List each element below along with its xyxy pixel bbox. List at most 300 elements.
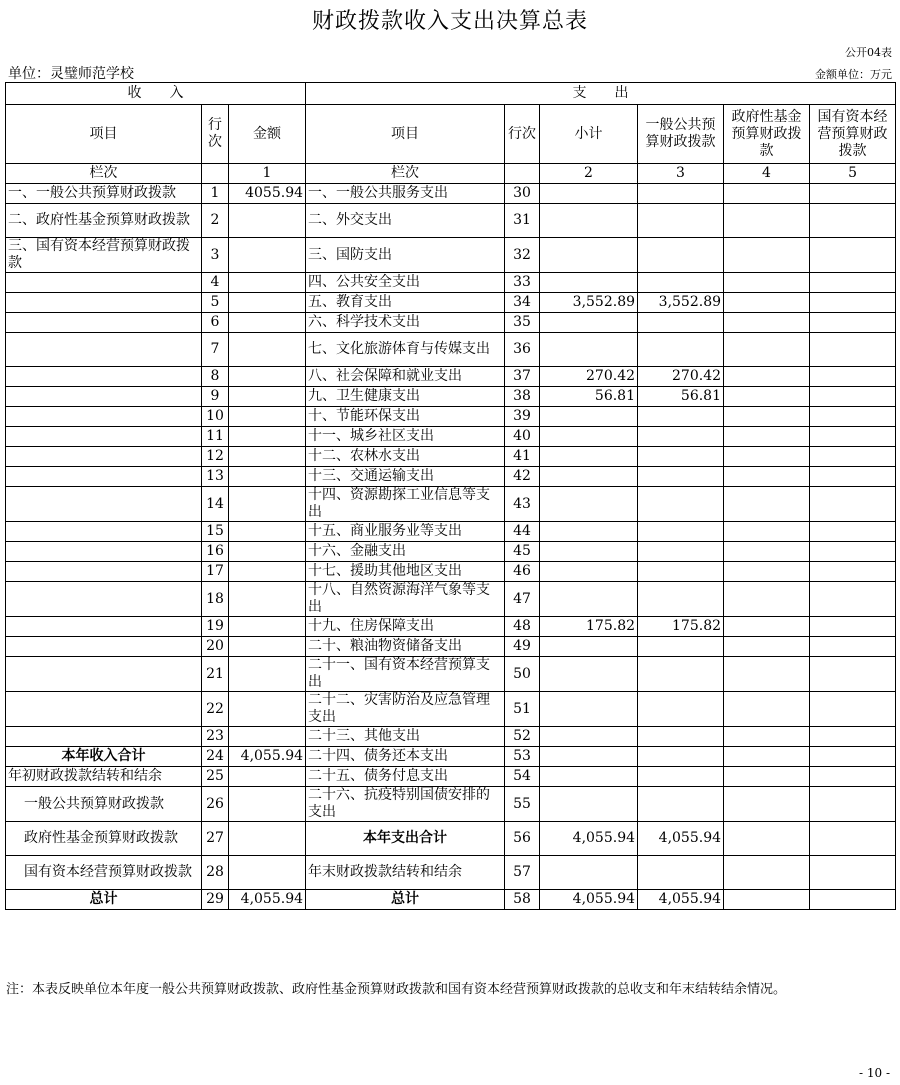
subtotal-value — [540, 562, 638, 582]
income-amount — [229, 487, 306, 522]
expense-item: 二、外交支出 — [306, 204, 505, 238]
general-budget-value: 4,055.94 — [638, 890, 724, 910]
expense-item: 十五、商业服务业等支出 — [306, 522, 505, 542]
expense-item: 十三、交通运输支出 — [306, 467, 505, 487]
general-budget-value — [638, 562, 724, 582]
col-fund-budget: 政府性基金预算财政拨款 — [724, 105, 810, 164]
subtotal-value: 175.82 — [540, 617, 638, 637]
general-budget-value — [638, 407, 724, 427]
income-row-no: 10 — [202, 407, 229, 427]
fund-budget-value — [724, 767, 810, 787]
expense-row-no: 35 — [505, 313, 540, 333]
income-amount — [229, 522, 306, 542]
subtotal-value — [540, 637, 638, 657]
income-amount — [229, 657, 306, 692]
subtotal-value — [540, 467, 638, 487]
fund-budget-value — [724, 273, 810, 293]
income-item — [6, 582, 202, 617]
income-item: 一、一般公共预算财政拨款 — [6, 184, 202, 204]
expense-row-no: 53 — [505, 747, 540, 767]
expense-item: 十二、农林水支出 — [306, 447, 505, 467]
state-capital-value — [810, 856, 896, 890]
income-amount — [229, 427, 306, 447]
subtotal-value — [540, 427, 638, 447]
expense-row-no: 30 — [505, 184, 540, 204]
income-amount — [229, 273, 306, 293]
income-row-no: 26 — [202, 787, 229, 822]
table-row — [6, 293, 896, 313]
income-item — [6, 522, 202, 542]
income-row-no: 18 — [202, 582, 229, 617]
general-budget-value — [638, 637, 724, 657]
general-budget-value — [638, 427, 724, 447]
income-item — [6, 333, 202, 367]
lanci-1: 1 — [229, 164, 306, 184]
expense-row-no: 44 — [505, 522, 540, 542]
income-header: 收 入 — [6, 83, 306, 105]
table-row — [6, 787, 896, 822]
state-capital-value — [810, 387, 896, 407]
income-item — [6, 562, 202, 582]
subtotal-value — [540, 522, 638, 542]
expense-row-no: 36 — [505, 333, 540, 367]
col-income-amount: 金额 — [229, 105, 306, 164]
income-item: 国有资本经营预算财政拨款 — [6, 856, 202, 890]
fund-budget-value — [724, 367, 810, 387]
table-row — [6, 313, 896, 333]
state-capital-value — [810, 204, 896, 238]
income-row-no: 27 — [202, 822, 229, 856]
general-budget-value — [638, 238, 724, 273]
income-row-no: 13 — [202, 467, 229, 487]
income-item — [6, 407, 202, 427]
subtotal-value — [540, 273, 638, 293]
expense-item: 十、节能环保支出 — [306, 407, 505, 427]
income-amount: 4,055.94 — [229, 890, 306, 910]
income-row-no: 21 — [202, 657, 229, 692]
expense-row-no: 47 — [505, 582, 540, 617]
header-row-columns — [6, 105, 896, 164]
fund-budget-value — [724, 387, 810, 407]
expense-row-no: 46 — [505, 562, 540, 582]
col-income-row-no: 行次 — [202, 105, 229, 164]
income-item — [6, 637, 202, 657]
income-amount — [229, 542, 306, 562]
subtotal-value — [540, 767, 638, 787]
subtotal-value — [540, 747, 638, 767]
income-amount — [229, 204, 306, 238]
general-budget-value: 3,552.89 — [638, 293, 724, 313]
income-row-no: 2 — [202, 204, 229, 238]
expense-row-no: 37 — [505, 367, 540, 387]
table-row — [6, 890, 896, 910]
income-item — [6, 617, 202, 637]
expense-row-no: 33 — [505, 273, 540, 293]
expense-row-no: 54 — [505, 767, 540, 787]
income-amount — [229, 822, 306, 856]
income-amount: 4,055.94 — [229, 747, 306, 767]
general-budget-value — [638, 787, 724, 822]
fund-budget-value — [724, 542, 810, 562]
col-expense-row-no: 行次 — [505, 105, 540, 164]
subtotal-value: 4,055.94 — [540, 822, 638, 856]
income-row-no: 3 — [202, 238, 229, 273]
state-capital-value — [810, 617, 896, 637]
income-amount — [229, 637, 306, 657]
expense-row-no: 40 — [505, 427, 540, 447]
income-row-no: 15 — [202, 522, 229, 542]
expense-row-no: 45 — [505, 542, 540, 562]
subtotal-value — [540, 204, 638, 238]
general-budget-value: 56.81 — [638, 387, 724, 407]
state-capital-value — [810, 407, 896, 427]
income-item — [6, 657, 202, 692]
expense-row-no: 50 — [505, 657, 540, 692]
expense-row-no: 39 — [505, 407, 540, 427]
income-amount — [229, 467, 306, 487]
income-amount: 4055.94 — [229, 184, 306, 204]
expense-header: 支 出 — [306, 83, 896, 105]
expense-item: 十八、自然资源海洋气象等支出 — [306, 582, 505, 617]
general-budget-value — [638, 692, 724, 727]
expense-item: 十四、资源勘探工业信息等支出 — [306, 487, 505, 522]
expense-row-no: 58 — [505, 890, 540, 910]
income-row-no: 29 — [202, 890, 229, 910]
income-item — [6, 293, 202, 313]
state-capital-value — [810, 238, 896, 273]
unit-label: 单位：灵璧师范学校 — [8, 66, 134, 82]
income-row-no: 19 — [202, 617, 229, 637]
subtotal-value: 4,055.94 — [540, 890, 638, 910]
state-capital-value — [810, 562, 896, 582]
subtotal-value — [540, 692, 638, 727]
table-row — [6, 856, 896, 890]
state-capital-value — [810, 787, 896, 822]
income-amount — [229, 787, 306, 822]
fund-budget-value — [724, 293, 810, 313]
expense-item: 十七、援助其他地区支出 — [306, 562, 505, 582]
col-income-item: 项目 — [6, 105, 202, 164]
general-budget-value — [638, 522, 724, 542]
income-amount — [229, 238, 306, 273]
expense-row-no: 56 — [505, 822, 540, 856]
expense-item: 四、公共安全支出 — [306, 273, 505, 293]
income-item: 政府性基金预算财政拨款 — [6, 822, 202, 856]
lanci-2: 2 — [540, 164, 638, 184]
income-amount — [229, 367, 306, 387]
general-budget-value — [638, 767, 724, 787]
money-unit-label: 金额单位：万元 — [815, 68, 892, 81]
table-row — [6, 273, 896, 293]
income-amount — [229, 767, 306, 787]
income-item: 二、政府性基金预算财政拨款 — [6, 204, 202, 238]
expense-row-no: 51 — [505, 692, 540, 727]
income-row-no: 16 — [202, 542, 229, 562]
table-row — [6, 617, 896, 637]
general-budget-value — [638, 542, 724, 562]
state-capital-value — [810, 447, 896, 467]
expense-item: 二十二、灾害防治及应急管理支出 — [306, 692, 505, 727]
general-budget-value — [638, 747, 724, 767]
general-budget-value — [638, 727, 724, 747]
income-amount — [229, 692, 306, 727]
expense-item: 三、国防支出 — [306, 238, 505, 273]
income-amount — [229, 447, 306, 467]
expense-row-no: 57 — [505, 856, 540, 890]
income-row-no: 6 — [202, 313, 229, 333]
fund-budget-value — [724, 890, 810, 910]
col-subtotal: 小计 — [540, 105, 638, 164]
expense-item: 二十一、国有资本经营预算支出 — [306, 657, 505, 692]
state-capital-value — [810, 890, 896, 910]
expense-item: 六、科学技术支出 — [306, 313, 505, 333]
lanci-3: 3 — [638, 164, 724, 184]
state-capital-value — [810, 293, 896, 313]
lanci-label: 栏次 — [306, 164, 505, 184]
expense-item: 二十三、其他支出 — [306, 727, 505, 747]
expense-item: 九、卫生健康支出 — [306, 387, 505, 407]
state-capital-value — [810, 582, 896, 617]
general-budget-value — [638, 467, 724, 487]
income-amount — [229, 617, 306, 637]
fund-budget-value — [724, 657, 810, 692]
subtotal-value — [540, 447, 638, 467]
income-amount — [229, 293, 306, 313]
income-row-no: 5 — [202, 293, 229, 313]
income-amount — [229, 387, 306, 407]
income-row-no: 24 — [202, 747, 229, 767]
fund-budget-value — [724, 787, 810, 822]
general-budget-value: 270.42 — [638, 367, 724, 387]
income-item — [6, 273, 202, 293]
income-row-no: 12 — [202, 447, 229, 467]
subtotal-value: 56.81 — [540, 387, 638, 407]
general-budget-value — [638, 447, 724, 467]
income-row-no: 25 — [202, 767, 229, 787]
state-capital-value — [810, 542, 896, 562]
state-capital-value — [810, 333, 896, 367]
income-amount — [229, 407, 306, 427]
income-item — [6, 447, 202, 467]
general-budget-value — [638, 856, 724, 890]
page-title: 财政拨款收入支出决算总表 — [311, 9, 588, 34]
subtotal-value — [540, 856, 638, 890]
income-item: 年初财政拨款结转和结余 — [6, 767, 202, 787]
expense-row-no: 48 — [505, 617, 540, 637]
fund-budget-value — [724, 727, 810, 747]
state-capital-value — [810, 273, 896, 293]
income-item: 总计 — [6, 890, 202, 910]
income-item — [6, 313, 202, 333]
lanci-4: 4 — [724, 164, 810, 184]
expense-item: 一、一般公共服务支出 — [306, 184, 505, 204]
income-item — [6, 487, 202, 522]
lanci-empty — [202, 164, 229, 184]
state-capital-value — [810, 822, 896, 856]
subtotal-value — [540, 582, 638, 617]
state-capital-value — [810, 367, 896, 387]
subtotal-value — [540, 487, 638, 522]
expense-item: 二十四、债务还本支出 — [306, 747, 505, 767]
state-capital-value — [810, 767, 896, 787]
income-amount — [229, 856, 306, 890]
subtotal-value: 270.42 — [540, 367, 638, 387]
expense-row-no: 38 — [505, 387, 540, 407]
state-capital-value — [810, 727, 896, 747]
subtotal-value — [540, 787, 638, 822]
income-item — [6, 387, 202, 407]
subtotal-value — [540, 542, 638, 562]
income-row-no: 14 — [202, 487, 229, 522]
fund-budget-value — [724, 204, 810, 238]
general-budget-value — [638, 204, 724, 238]
lanci-label: 栏次 — [6, 164, 202, 184]
table-row — [6, 562, 896, 582]
column-number-row — [6, 164, 896, 184]
income-amount — [229, 562, 306, 582]
table-row — [6, 184, 896, 204]
income-row-no: 20 — [202, 637, 229, 657]
subtotal-value — [540, 184, 638, 204]
income-row-no: 9 — [202, 387, 229, 407]
general-budget-value — [638, 657, 724, 692]
form-code: 公开04表 — [845, 46, 892, 59]
state-capital-value — [810, 637, 896, 657]
income-row-no: 1 — [202, 184, 229, 204]
income-item: 三、国有资本经营预算财政拨款 — [6, 238, 202, 273]
expense-item: 二十五、债务付息支出 — [306, 767, 505, 787]
expense-row-no: 31 — [505, 204, 540, 238]
table-row — [6, 727, 896, 747]
general-budget-value: 175.82 — [638, 617, 724, 637]
income-row-no: 22 — [202, 692, 229, 727]
fund-budget-value — [724, 582, 810, 617]
table-row — [6, 204, 896, 238]
state-capital-value — [810, 313, 896, 333]
state-capital-value — [810, 487, 896, 522]
expense-item: 八、社会保障和就业支出 — [306, 367, 505, 387]
expense-item: 年末财政拨款结转和结余 — [306, 856, 505, 890]
expense-item: 总计 — [306, 890, 505, 910]
fund-budget-value — [724, 487, 810, 522]
fund-budget-value — [724, 467, 810, 487]
budget-table — [5, 82, 896, 910]
table-row — [6, 333, 896, 367]
income-item — [6, 692, 202, 727]
fund-budget-value — [724, 637, 810, 657]
expense-row-no: 49 — [505, 637, 540, 657]
page-number: - 10 - — [858, 1066, 890, 1080]
table-row — [6, 387, 896, 407]
income-item — [6, 727, 202, 747]
fund-budget-value — [724, 238, 810, 273]
expense-item: 二十六、抗疫特别国债安排的支出 — [306, 787, 505, 822]
fund-budget-value — [724, 184, 810, 204]
col-general-budget: 一般公共预算财政拨款 — [638, 105, 724, 164]
table-row — [6, 542, 896, 562]
fund-budget-value — [724, 427, 810, 447]
col-state-capital: 国有资本经营预算财政拨款 — [810, 105, 896, 164]
subtotal-value — [540, 407, 638, 427]
table-row — [6, 692, 896, 727]
table-row — [6, 582, 896, 617]
table-row — [6, 767, 896, 787]
fund-budget-value — [724, 617, 810, 637]
table-row — [6, 522, 896, 542]
general-budget-value — [638, 487, 724, 522]
income-item — [6, 427, 202, 447]
general-budget-value — [638, 582, 724, 617]
state-capital-value — [810, 184, 896, 204]
table-row — [6, 367, 896, 387]
income-row-no: 4 — [202, 273, 229, 293]
general-budget-value — [638, 184, 724, 204]
fund-budget-value — [724, 333, 810, 367]
col-expense-item: 项目 — [306, 105, 505, 164]
table-row — [6, 487, 896, 522]
fund-budget-value — [724, 747, 810, 767]
income-row-no: 7 — [202, 333, 229, 367]
footnote: 注：本表反映单位本年度一般公共预算财政拨款、政府性基金预算财政拨款和国有资本经营预算财政拨款的总收支和年末结转结余情况。 — [6, 982, 787, 997]
table-row — [6, 657, 896, 692]
income-row-no: 11 — [202, 427, 229, 447]
expense-row-no: 43 — [505, 487, 540, 522]
subtotal-value — [540, 727, 638, 747]
income-row-no: 8 — [202, 367, 229, 387]
income-amount — [229, 727, 306, 747]
subtotal-value: 3,552.89 — [540, 293, 638, 313]
expense-row-no: 52 — [505, 727, 540, 747]
table-row — [6, 467, 896, 487]
income-row-no: 28 — [202, 856, 229, 890]
income-row-no: 17 — [202, 562, 229, 582]
expense-item: 十九、住房保障支出 — [306, 617, 505, 637]
general-budget-value: 4,055.94 — [638, 822, 724, 856]
general-budget-value — [638, 313, 724, 333]
table-row — [6, 822, 896, 856]
subtotal-value — [540, 313, 638, 333]
state-capital-value — [810, 467, 896, 487]
table-row — [6, 427, 896, 447]
expense-item: 五、教育支出 — [306, 293, 505, 313]
income-item: 一般公共预算财政拨款 — [6, 787, 202, 822]
lanci-5: 5 — [810, 164, 896, 184]
table-row — [6, 637, 896, 657]
fund-budget-value — [724, 313, 810, 333]
income-amount — [229, 333, 306, 367]
income-item — [6, 467, 202, 487]
expense-item: 二十、粮油物资储备支出 — [306, 637, 505, 657]
lanci-empty — [505, 164, 540, 184]
expense-item: 十一、城乡社区支出 — [306, 427, 505, 447]
general-budget-value — [638, 333, 724, 367]
expense-item: 本年支出合计 — [306, 822, 505, 856]
expense-row-no: 34 — [505, 293, 540, 313]
header-row-group — [6, 83, 896, 105]
fund-budget-value — [724, 562, 810, 582]
table-row — [6, 447, 896, 467]
subtotal-value — [540, 657, 638, 692]
income-item — [6, 367, 202, 387]
expense-item: 七、文化旅游体育与传媒支出 — [306, 333, 505, 367]
fund-budget-value — [724, 692, 810, 727]
state-capital-value — [810, 747, 896, 767]
table-row — [6, 407, 896, 427]
fund-budget-value — [724, 522, 810, 542]
income-item — [6, 542, 202, 562]
income-amount — [229, 313, 306, 333]
table-row — [6, 747, 896, 767]
